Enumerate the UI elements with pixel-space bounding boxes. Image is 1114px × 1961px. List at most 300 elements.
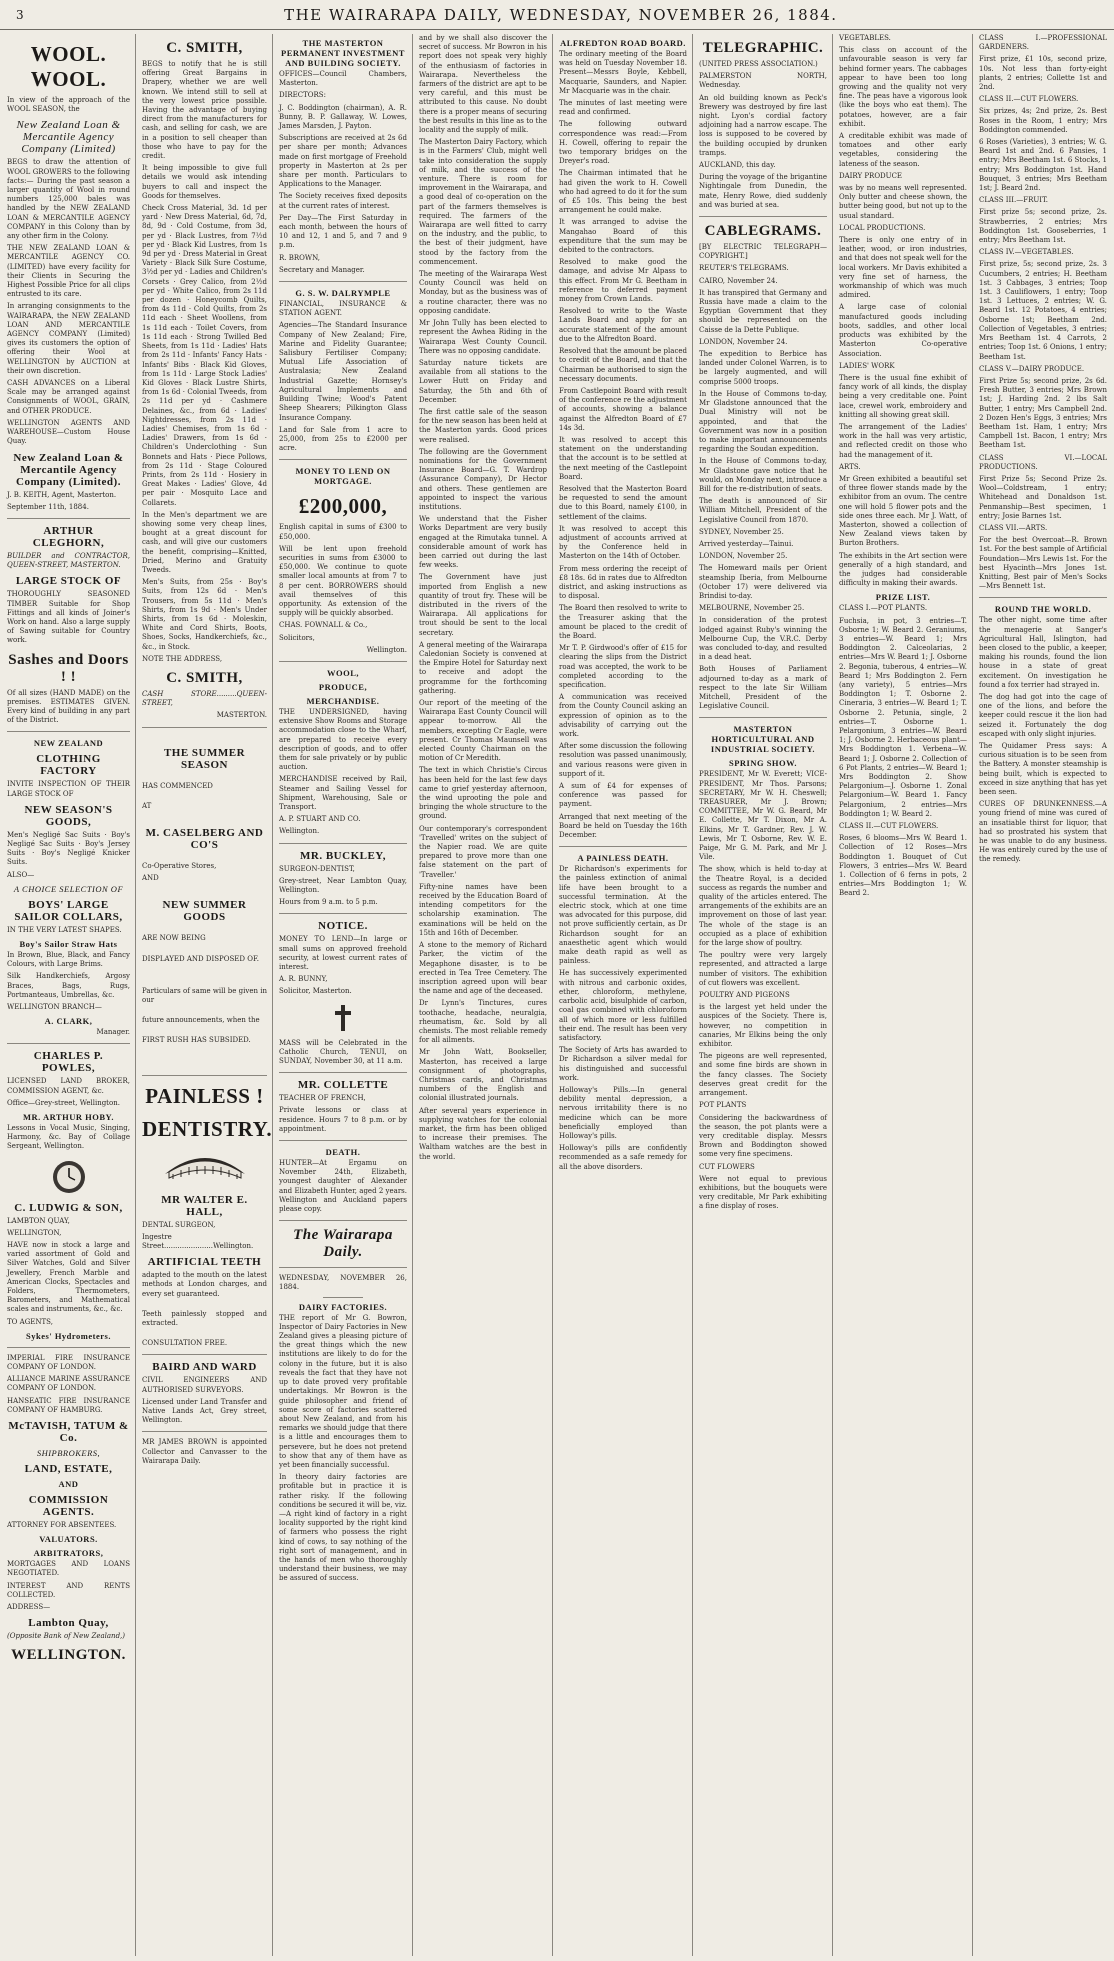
local-para: A large case of colonial manufactured goods including boots, saddles, and other local products was exhibited by the Masterton Co-operative Association. <box>839 303 967 358</box>
consultation-free: CONSULTATION FREE. <box>142 1339 228 1348</box>
divider <box>279 1140 407 1141</box>
dentures-icon <box>159 1148 251 1188</box>
column-5 <box>554 34 692 1956</box>
article-para: The text in which Christie's Circus has been held for the last few days came to grief yesterday afternoon, the wind uprooting the pole and bringing the whole structure to the ground. <box>419 766 547 821</box>
powles-address: Office—Grey-street, Wellington. <box>7 1098 120 1107</box>
class-heading: CLASS I.—PROFESSIONAL GARDENERS. <box>979 34 1107 52</box>
buckley-hours: Hours from 9 a.m. to 5 p.m. <box>279 898 378 907</box>
class1-heading: CLASS I.—POT PLANTS. <box>839 604 928 613</box>
bunny-role: Solicitor, Masterton. <box>279 987 352 996</box>
a-clark: A. CLARK, <box>44 1016 93 1027</box>
cable-para: It has transpired that Germany and Russia have made a claim to the Egyptian Government that they should be represented on the Caisse de la Dette Publique. <box>699 288 827 334</box>
poultry-para: is the largest yet held under the auspices of the Society. There is, however, no competition in canaries, Mr Elkins being the only exhibitor. <box>699 1003 827 1049</box>
local-prod-heading: LOCAL PRODUCTIONS. <box>839 223 926 232</box>
collette-text: Private lessons or class at residence. Hours 7 to 8 p.m. or by appointment. <box>279 1106 407 1133</box>
choice-label: A CHOICE SELECTION OF <box>13 883 124 894</box>
alfredton-para: Resolved that the amount be placed to credit of the Board, and that the Chairman be authorised to sign the necessary documents. <box>559 347 687 383</box>
article-para: Mr John Tully has been elected to represent the Awhea Riding in the Wairarapa West County Council. There was no opposing candidate. <box>419 319 547 355</box>
mpib-heading: THE MASTERTON PERMANENT INVESTMENT AND BUILDING SOCIETY. <box>281 38 405 68</box>
article-para: A general meeting of the Wairarapa Caledonian Society is convened at the Empire Hotel for Saturday next to receive and adopt the programme for the forthcoming gathering. <box>419 640 547 695</box>
attorney-label: ATTORNEY FOR ABSENTEES. <box>7 1521 117 1530</box>
reuters-label: REUTER'S TELEGRAMS. <box>699 264 789 273</box>
dairy-produce-heading: DAIRY PRODUCE <box>839 171 903 180</box>
art-para: Mr Green exhibited a beautiful set of three flower stands made by the exhibitor from an ovum. The centre one will hold 5 flower pots and the side ones three each. Mr J. Watt, of Masterton, showed a collection of New Zealand views taken by Burton Brothers. <box>839 474 967 548</box>
cut-flowers-heading: CUT FLOWERS <box>699 1162 755 1171</box>
painless-death-heading: A PAINLESS DEATH. <box>577 853 669 864</box>
alfredton-para: From mess ordering the receipt of £8 18s. 6d in rates due to Alfredton district, and asking instructions as to disposal. <box>559 564 687 601</box>
cable-para: Arrived yesterday—Tainui. <box>699 539 794 548</box>
wellington-label: Wellington. <box>366 645 407 654</box>
death-heading: DEATH. <box>325 1147 361 1158</box>
artificial-teeth: ARTIFICIAL TEETH <box>147 1256 262 1269</box>
divider <box>279 1072 407 1073</box>
brown-name: R. BROWN, <box>279 253 320 262</box>
dental-surgeon: DENTAL SURGEON, <box>142 1220 216 1229</box>
clock-icon <box>50 1158 88 1196</box>
article-para: The Masterton Dairy Factory, which is in the Farmers' Club, might well take into consideration the supply of milk, and the success of the venture. There is room for improvement in the Wairarapa, and a good deal of co-operation on the part of the farmers themselves is required. The farmers of the Wairarapa are well fitted to carry on the industry, and the public, to the best of their judgment, have stood by the factory from the commencement. <box>419 138 547 266</box>
divider <box>142 1354 267 1355</box>
mpib-text2: The Society receives fixed deposits at the current rates of interest. <box>279 192 407 210</box>
article-para: Dr Lynn's Tinctures, cures toothache, headache, neuralgia, rheumatism, &c. Sold by all chemists. The most reliable remedy for all ailments. <box>419 999 547 1045</box>
death-text: HUNTER—At Ergamu on November 24th, Elizabeth, youngest daughter of Alexander and Elizabeth Hunter, aged 2 years. Wellington and Auckland papers please copy. <box>279 1159 407 1214</box>
are-now-being: ARE NOW BEING <box>142 934 206 943</box>
baird-text2: Licensed under Land Transfer and Native Lands Act, Grey street, Wellington. <box>142 1397 267 1425</box>
notice-text: MONEY TO LEND—In large or small sums on approved freehold security, at lowest current rates of interest. <box>279 935 407 972</box>
csmith-heading: C. SMITH, <box>166 40 243 56</box>
article-para: We understand that the Fisher Works Department are very busily engaged at the Rimutaka tunnel. A considerable amount of work has been carried out during the last few weeks. <box>419 515 547 570</box>
wellington-branch: WELLINGTON BRANCH— <box>7 1002 102 1011</box>
column-2 <box>137 34 272 1956</box>
column-rule <box>412 34 413 1956</box>
bunny-name: A. R. BUNNY, <box>279 975 328 984</box>
has-commenced: HAS COMMENCED <box>142 781 213 790</box>
alliance-label: ALLIANCE MARINE ASSURANCE COMPANY OF LONDON. <box>7 1375 130 1393</box>
class-heading: CLASS VI.—LOCAL PRODUCTIONS. <box>979 453 1107 471</box>
dalrymple-text2: Land for Sale from 1 acre to 25,000, from 25s to £2000 per acre. <box>279 425 407 453</box>
vegetables-heading: VEGETABLES. <box>839 34 891 42</box>
at-label: AT <box>142 801 152 810</box>
mortgages: MORTGAGES AND LOANS NEGOTIATED. <box>7 1560 130 1578</box>
teeth-note: Teeth painlessly stopped and extracted. <box>142 1309 267 1328</box>
dairy-text: THE report of Mr G. Bowron, Inspector of Dairy Factories in New Zealand gives a pleasing picture of the great things which the new institutions are likely to do for the colony in the future, but it is also reveals the fact that they have not up to date proved very profitable undertakings. Mr Bowron is the guide philosopher and friend of some score of factories scattered about New Zealand, and from his remarks we should judge that there is a little and encourages them to persevere, but he does not pretend to show that any of them have as yet been financially successful. <box>279 1313 407 1469</box>
divider <box>7 1347 130 1348</box>
tele-place: AUCKLAND, this day. <box>699 161 776 170</box>
hall-name: MR WALTER E. HALL, <box>161 1193 248 1218</box>
lambton-city: WELLINGTON, <box>7 1228 62 1237</box>
article-para: Mr John Watt, Bookseller, Masterton, has received a large consignment of photographs, Christmas cards, and Christmas numbers of the English and colonial illustrated journals. <box>419 1048 547 1103</box>
mens-list: Men's Suits, from 25s · Boy's Suits, from 12s 6d · Men's Trousers, from 5s 11d · Men's Shirts, from 1s 9d · Men's Under Shirts, from 1s 6d · Moleskin, White and Cord Shirts, Boots, Shoes, Socks, Handkerchiefs, &c., &c., in Stock. <box>142 578 267 651</box>
class-heading: CLASS VII.—ARTS. <box>979 523 1048 532</box>
alfredton-para: Arranged that next meeting of the Board be held on Tuesday the 16th December. <box>559 812 687 840</box>
agents-for: TO AGENTS, <box>7 1317 53 1326</box>
wool-intro: In view of the approach of the WOOL SEASON, the <box>7 96 130 114</box>
dairy-para: was by no means well represented. Only butter and cheese shown, the butter being good, but not up to the usual standard. <box>839 184 967 220</box>
class-para: Six prizes, 4s; 2nd prize, 2s. Best Roses in the Room, 1 entry; Mrs Boddington commended. <box>979 107 1107 134</box>
new-goods: NEW SEASON'S GOODS, <box>24 803 113 828</box>
cable-place: CAIRO, November 24. <box>699 276 778 285</box>
directors-text: J. C. Boddington (chairman), A. R. Bunny, B. P. Gallaway, W. Lowes, James Marsden, J. Payton. <box>279 103 407 131</box>
alfredton-para: The Chairman intimated that he had given the work to H. Cowell who had agreed to do it for the sum of £5 10s. This being the best arrangement he could make. <box>559 169 687 215</box>
notice-heading: NOTICE. <box>318 920 368 933</box>
class-heading: CLASS IV.—VEGETABLES. <box>979 248 1074 257</box>
arbitrators: ARBITRATORS, <box>33 1548 104 1559</box>
spring-show: SPRING SHOW. <box>728 758 798 769</box>
hort-para: The show, which is held to-day at the Theatre Royal, is a decided success as regards the number and quality of the articles entered. The arrangements of the exhibits are an improvement on those of last year. The whole of the stage is an occupied as a place of exhibition for the large show of poultry. <box>699 865 827 948</box>
column-4 <box>414 34 552 1956</box>
powles-sub: LICENSED LAND BROKER, COMMISSION AGENT, &c. <box>7 1077 130 1095</box>
round-para: CURES OF DRUNKENNESS.—A young friend of mine was cured of an insatiable thirst for liquor, that had so prostrated his system that he was unable to do any business. He was entirely cured by the use of the remedy. <box>979 800 1107 864</box>
alfredton-para: The Board then resolved to write to the Treasurer asking that the amount be placed to the credit of the Board. <box>559 604 687 640</box>
wool-heading: WOOL, <box>326 667 360 678</box>
money-heading: MONEY TO LEND ON MORTGAGE. <box>295 466 391 487</box>
column-rule <box>972 34 973 1956</box>
artificial-text: adapted to the mouth on the latest methods at London charges, and every set guaranteed. <box>142 1271 267 1298</box>
column-7 <box>834 34 972 1956</box>
stock-text: THOROUGHLY SEASONED TIMBER Suitable for Shop Fittings and all kinds of Joiner's Work on hand. Also a large supply of Sawing suitable for Country work. <box>7 590 130 645</box>
class-heading: CLASS V.—DAIRY PRODUCE. <box>979 364 1085 373</box>
painless-heading: PAINLESS ! <box>145 1083 264 1108</box>
stock-heading: LARGE STOCK OF <box>15 575 122 588</box>
poultry-heading: POULTRY AND PIGEONS <box>699 991 790 1000</box>
class-para: First prize 5s; second prize, 2s. Strawberries, 2 entries; Mrs Boddington 1st. Gooseberries, 1 entry; Mrs Beetham 1st. <box>979 208 1107 245</box>
mctavish-name: McTAVISH, TATUM & Co. <box>8 1420 129 1445</box>
commission-agents: COMMISSION AGENTS. <box>28 1494 109 1519</box>
address-label: ADDRESS— <box>7 1603 51 1612</box>
stuart-name: A. P. STUART AND CO. <box>279 815 361 824</box>
also-label: ALSO— <box>7 870 35 879</box>
wellington-line: WELLINGTON AGENTS AND WAREHOUSE—Custom House Quay. <box>7 418 130 446</box>
csmith-big: C. SMITH, <box>166 670 243 686</box>
collette-name: MR. COLLETTE <box>297 1079 389 1092</box>
pot-plants-para: Considering the backwardness of the season, the pot plants were a very creditable display. Messrs Brown and Boddington showed some very fine specimens. <box>699 1113 827 1159</box>
hoby-name: MR. ARTHUR HOBY. <box>23 1112 114 1122</box>
ladies-heading: LADIES' WORK <box>839 361 895 370</box>
cable-para: The Homeward mails per Orient steamship Iberia, from Melbourne (October 17) were delivered via Brindisi to-day. <box>699 564 827 600</box>
alfredton-para: A sum of £4 for expenses of conference was passed for payment. <box>559 782 687 809</box>
alfredton-para: A communication was received from the County Council asking an expression of opinion as to the advisability of carrying out the work. <box>559 693 687 739</box>
article-para: Our report of the meeting of the Wairarapa East County Council will appear to-morrow. All the members, excepting Cr Eagle, were present. Cr Thomas Maunsell was elected County Chairman on the motion of Cr Meredith. <box>419 699 547 763</box>
clothing-factory: CLOTHING FACTORY <box>36 753 101 778</box>
alfredton-para: After some discussion the following resolution was passed unanimously, and various reasons were given in support of it. <box>559 742 687 778</box>
solicitors-label: Solicitors, <box>279 633 315 642</box>
cable-para: In the House of Commons to-day, Mr Gladstone announced that the Dual Ministry will not be appointed, and that the Government was now in a position to make important announcements regarding the Soudan expedition. <box>699 389 827 454</box>
wairarapa-daily-title: The Wairarapa Daily. <box>293 1227 393 1261</box>
divider <box>699 717 827 718</box>
opposite-bank: (Opposite Bank of New Zealand,) <box>7 1632 126 1641</box>
class-heading: CLASS II.—CUT FLOWERS. <box>979 95 1079 104</box>
wellington-big: WELLINGTON. <box>11 1647 126 1664</box>
coop-stores: Co-Operative Stores, <box>142 862 217 871</box>
produce-heading: PRODUCE, <box>318 681 368 692</box>
per-day: Per Day—The First Saturday in each month, between the hours of 10 and 12, 1 and 5, and 7 and 9 p.m. <box>279 213 407 250</box>
cross-icon <box>333 1003 353 1033</box>
cable-para: In consideration of the protest lodged against Ruby's winning the Melbourne Cup, the V.R.C. Derby was concluded to-day, and resulted in a dead heat. <box>699 616 827 662</box>
article-para: The following are the Government nominations for the Government Insurance Board—G. T. Wardrop (Assurance Company), Dr Hector and others. These gentlemen are appointed to inspect the various institutions. <box>419 447 547 511</box>
future-announcements: future announcements, when the <box>142 1016 260 1025</box>
shipbrokers: SHIPBROKERS, <box>36 1448 101 1459</box>
alfredton-para: Resolved that the Masterton Board be requested to send the amount due to this Board, namely £100, in settlement of the claims. <box>559 484 687 521</box>
csmith-dept: In the Men's department we are showing some very cheap lines, bought at a great discount for cash, and will give our customers the benefit, comprising—Knitted, Dried, Merino and Gratuity Tweeds. <box>142 510 267 574</box>
merchandise-heading: MERCHANDISE. <box>306 695 380 706</box>
dalrymple-text: Agencies—The Standard Insurance Company of New Zealand; Fire, Marine and Fidelity Guarantee; Salisbury Fertiliser Company; Mutual Life Association of Australasia; New Zealand Industrial Gazette; Hornsey's Agricultural Implements and Building Twine; Wood's Patent Sheep Shearers; Pilkington Glass Insurance Company. <box>279 321 407 422</box>
class-para: First prize, 5s; second prize, 2s. 3 Cucumbers, 2 entries; H. Beetham 1st. 3 Cabbages, 3 entries; Toop 1st. 3 Cauliflowers, 1 entry; Toop 1st. 3 Lettuces, 2 entries; W. G. Beard 1st. 12 Potatoes, 4 entries; Osborne 1st; Beetham 2nd. Collection of Vegetables, 3 entries; Mrs Beetham 1st. 4 Carrots, 2 entries; Toop 1st. 6 Onions, 1 entry; Beetham 1st. <box>979 260 1107 361</box>
tele-para: An old building known as Peck's Brewery was destroyed by fire last night. Lyon's cordial factory adjoining had a narrow escape. The loss is supposed to be covered by the building occupied by drunken tramps. <box>699 93 827 157</box>
hort-para: The poultry were very largely represented, and attracted a large number of visitors. The exhibition of cut flowers was excellent. <box>699 951 827 987</box>
article-para: The first cattle sale of the season for the new season has been held at the Masterton yards. Good prices were realised. <box>419 407 547 444</box>
money-text: Will be lent upon freehold securities in sums from £3000 to £50,000. We continue to quote smaller local amounts at from 7 to 8 per cent. BORROWERS should avail themselves of this opportunity. As extension of the supply will be quickly absorbed. <box>279 544 407 618</box>
sashes-heading: Sashes and Doors ! ! <box>8 651 129 685</box>
divider <box>7 1043 130 1044</box>
date-line: September 11th, 1884. <box>7 502 89 511</box>
hoby-text: Lessons in Vocal Music, Singing, Harmony, &c. Bay of Collage Sergeant, Wellington. <box>7 1124 130 1151</box>
invite-text: INVITE INSPECTION OF THEIR LARGE STOCK OF <box>7 780 130 798</box>
article-para: Fifty-nine names have been received by the Education Board of intending competitors for the scholarship examination. The examinations will be held on the 15th and 16th of December. <box>419 882 547 937</box>
column-rule <box>832 34 833 1956</box>
hanseatic-label: HANSEATIC FIRE INSURANCE COMPANY OF HAMBURG. <box>7 1396 130 1414</box>
article-para: Saturday nature tickets are available from all stations to the Lower Hutt on Friday and Saturday, the 5th and 6th of December. <box>419 358 547 404</box>
cross-emblem <box>279 1003 407 1033</box>
article-para: and by we shall also discover the secret of success. Mr Bowron in his report does not speak very highly of the enthusiasm of factories in Wairarapa. Nevertheless the farmers of the district are apt to be very careful, and this must be attributed to this cause. No doubt there is a proper means of securing the best results in this line as to the locality and the supply of milk. <box>419 34 547 135</box>
alfredton-para: From Castlepoint Board with result of the conference re the adjustment of accounts, showing a balance against the Alfredton Board of £7 14s 3d. <box>559 386 687 432</box>
new-summer-goods: NEW SUMMER GOODS <box>162 899 247 924</box>
interest: INTEREST AND RENTS COLLECTED. <box>7 1581 130 1599</box>
veg-para: A creditable exhibit was made of tomatoes and other early vegetables, considering the lateness of the season. <box>839 132 967 168</box>
nzla-text3: In arranging consignments to the WAIRARAPA, the NEW ZEALAND LOAN AND MERCANTILE AGENCY COMPANY (Limited) gives its customers the option of offering their Wool at WELLINGTON by AUCTION at their own discretion. <box>7 302 130 375</box>
wool-text2: MERCHANDISE received by Rail, Steamer and Sailing Vessel for Shipment, Warehousing, Sale or Transport. <box>279 775 407 811</box>
art-heading: ARTS. <box>839 462 861 471</box>
prizes-para: Fuchsia, in pot, 3 entries—T. Osborne 1; W. Beard 2. Geraniums, 3 entries—W. Beard 1; Mrs Boddington 2. Calceolarias, 2 entries—Mrs W. Beard 1; J. Osborne 2. Begonia, tuberous, 4 entries—W. Beard 1; Mrs Boddington 2. Fern (any variety), 5 entries—Mrs Boddington 1; T. Osborne 2. Cineraria, 3 entries—W. Beard 1; T. Osborne 2. Petunia, single, 2 entries—T. Osborne 1. Pelargonium, 3 entries—W. Beard 1; J. Osborne 2. Herbaceous plant—Mrs Boddington 1. Verbena—W. Beard 1; J. Osborne 2. Collection of 6 Pot Plants, 2 entries—W. Beard 1; Mrs Boddington 2. Show Pelargonium—J. Osborne 1. Zonal Pelargonium—W. Beard 1. Fancy Pelargonium, 2 entries—Mrs Boddington 1; W. Beard 2. <box>839 616 967 818</box>
round-world-heading: ROUND THE WORLD. <box>994 604 1092 615</box>
art-para: The exhibits in the Art section were generally of a high standard, and the judges had considerable difficulty in making their awards. <box>839 551 967 588</box>
cable-place: LONDON, November 24. <box>699 337 788 346</box>
divider <box>559 846 687 847</box>
divider <box>279 459 407 460</box>
latest-shapes: IN THE VERY LATEST SHAPES. <box>7 925 122 934</box>
class-para: First prize, £1 10s, second prize, 10s. Not less than forty-eight plants, 2 entries; Collette 1st and 2nd. <box>979 55 1107 92</box>
collette-sub: TEACHER OF FRENCH, <box>279 1094 366 1103</box>
cleghorn-sub: BUILDER and CONTRACTOR, QUEEN-STREET, MASTERTON. <box>7 551 130 570</box>
divider <box>279 1267 407 1268</box>
price-list: Check Cross Material, 3d. 1d per yard · New Dress Material, 6d, 7d, 8d, 9d · Cold Costume, from 3d, per yd · Black Lustres, from 7½d per yd · Black Kid Lustres, from 1s 9d per yd · Dress Material in Great Variety · Black Silk Sure Costume, 3½d per yd · Ladies and Children's Corsets · Grey Calico, from 2½d per yd · White Calico, from 2s 11d per dozen · Honeycomb Quilts, from 4s 11d · Cold Quilts, from 2s 11d each · Sheet Woollens, from 1s 11d each · Toilet Covers, from 1s 11d each · Strong Twilled Bed Sheets, from 1s 11d · Ladies' Hats from 2s 11d · Infants' Fancy Hats · Infants' Bibs · Black Kid Gloves, from 1s 11d · Large Stock Ladies' Kid Gloves · Black Lustre Shirts, from 1s 6d · Colonial Tweeds, from 2s 11d per yd · Cashmere Delaines, &c., from 6d · Ladies' Nightdresses, from 2s 11d · Ladies' Chemises, from 1s 6d · Ladies' Drawers, from 1s 6d · Children's Underclothing · Sun Bonnets and Hats · Piece Pollows, from 2s 11d · Stage Coloured Prints, from 2s 11d · Hosiery in Great Makes · Ladies' Glove, 4d per pair · Mosquito Lace and Collarets. <box>142 204 267 507</box>
summer-season: THE SUMMER SEASON <box>163 746 246 771</box>
baird-ward: BAIRD AND WARD <box>152 1361 257 1374</box>
money-sub: English capital in sums of £300 to £50,000. <box>279 523 407 541</box>
fownall-name: CHAS. FOWNALL & Co., <box>279 621 368 630</box>
divider <box>279 1220 407 1221</box>
secretary-role: Secretary and Manager. <box>279 265 365 274</box>
divider <box>142 1075 267 1076</box>
directors-label: DIRECTORS: <box>279 91 326 100</box>
divider <box>699 216 827 217</box>
dalrymple-sub: FINANCIAL, INSURANCE & STATION AGENT. <box>279 300 407 318</box>
divider <box>142 727 267 728</box>
ludwig-text: HAVE now in stock a large and varied assortment of Gold and Silver Watches, Gold and Silver Jewellery, French Marble and American Clocks, Spectacles and Folders, Thermometers, Barometers, and Mathematical scales and instruments, &c., &c. <box>7 1241 130 1314</box>
ladies-para: The arrangement of the Ladies' work in the hall was very artistic, and reflected credit on those who had the management of it. <box>839 422 967 459</box>
wool-text: THE UNDERSIGNED, having extensive Show Rooms and Storage accommodation close to the Wharf, are prepared to receive every description of goods, and to offer them for sale privately or by public auction. <box>279 707 407 772</box>
divider <box>279 913 407 914</box>
nz-heading: NEW ZEALAND <box>33 738 104 749</box>
cable-sub: [BY ELECTRIC TELEGRAPH—COPYRIGHT.] <box>699 243 827 261</box>
article-para: After several years experience in supplying watches for the colonial market, the firm has been obliged to increase their premises. The Waltham watches are the best in the world. <box>419 1106 547 1161</box>
prizes-para: Roses, 6 blooms—Mrs W. Beard 1. Collection of 12 Roses—Mrs Boddington 1. Bouquet of Cut Flowers, 3 entries—Mrs W. Beard 1. Collection of 6 ferns in pots, 2 entries—Mrs Boddington 1; W. Beard 2. <box>839 834 967 898</box>
cable-para: Both Houses of Parliament adjourned to-day as a mark of respect to the late Sir William Mitchell, President of the Legislative Council. <box>699 665 827 711</box>
divider <box>279 661 407 662</box>
divider <box>142 1431 267 1432</box>
baird-text: CIVIL ENGINEERS AND AUTHORISED SURVEYORS. <box>142 1376 267 1394</box>
alfredton-para: Mr T. P. Girdwood's offer of £15 for clearing the slips from the District road was accepted, the work to be completed according to the specification. <box>559 644 687 689</box>
telegraphic-heading: TELEGRAPHIC. <box>702 40 824 56</box>
ludwig-name: C. LUDWIG & SON, <box>14 1201 123 1214</box>
stuart-address: Wellington. <box>279 827 320 836</box>
straw-hats: Boy's Sailor Straw Hats <box>19 938 118 949</box>
buckley-address: Grey-street, Near Lambton Quay, Wellington. <box>279 876 407 894</box>
buckley-name: MR. BUCKLEY, <box>300 849 386 862</box>
divider <box>7 731 130 732</box>
dentures-engraving <box>142 1148 267 1188</box>
powles-name: CHARLES P. POWLES, <box>33 1050 104 1075</box>
painless-para: The Society of Arts has awarded to Dr Richardson a silver medal for his distinguished and successful work. <box>559 1046 687 1082</box>
boys-sailor-collars: BOYS' LARGE SAILOR COLLARS, <box>14 898 123 923</box>
column-rule <box>552 34 553 1956</box>
divider <box>279 843 407 844</box>
column-rule <box>692 34 693 1956</box>
editorial-date: WEDNESDAY, NOVEMBER 26, 1884. <box>279 1274 407 1292</box>
tele-place: PALMERSTON NORTH, Wednesday. <box>699 72 827 90</box>
column-8 <box>974 34 1112 1956</box>
class-heading: CLASS III.—FRUIT. <box>979 196 1048 205</box>
local-para: There is only one entry of in leather, wood, or iron industries, and that does not speak well for the local workers. Mr Davis exhibited a very fine set of harness, the workmanship of which was much admired. <box>839 236 967 300</box>
and-word: AND <box>58 1479 79 1490</box>
valuators: VALUATORS. <box>39 1534 98 1545</box>
straw-text: In Brown, Blue, Black, and Fancy Colours, with Large Brims. <box>7 950 130 969</box>
class2-heading: CLASS II.—CUT FLOWERS. <box>839 822 939 831</box>
column-6 <box>694 34 832 1956</box>
ladies-para: There is the usual fine exhibit of fancy work of all kinds, the display being a very creditable one. Point lace, crewel work, embroidery and knitting all showing great skill. <box>839 373 967 419</box>
cable-place: MELBOURNE, November 25. <box>699 604 805 613</box>
hort-officers: PRESIDENT, Mr W. Everett; VICE-PRESIDENT, Mr Thos. Parsons; SECRETARY, Mr W. H. Cheswell; TREASURER, Mr J. Brown; COMMITTEE, Mr W. G. Beard, Mr E. Collette, Mr T. Dixon, Mr A. Elkins, Mr T. Gardner, Rev. J. W. Lewis, Mr T. Osborne, Rev. W. E. Paige, Mr G. M. Park, and Mr J. Vile. <box>699 770 827 862</box>
nzla-name: New Zealand Loan & Mercantile Agency Company (Limited) <box>16 119 121 156</box>
silk-text: Silk Handkerchiefs, Argosy Braces, Bags, Rugs, Portmanteaus, Umbrellas, &c. <box>7 972 130 999</box>
land-estate: LAND, ESTATE, <box>24 1463 113 1476</box>
divider <box>279 281 407 282</box>
note-address: NOTE THE ADDRESS, <box>142 654 223 663</box>
cablegrams-heading: CABLEGRAMS. <box>704 223 822 240</box>
cash-store: CASH STORE.........QUEEN-STREET, <box>142 690 267 708</box>
article-para: A stone to the memory of Richard Parker, the victim of the Megaphone disaster, is to be erected in Tea Tree Cemetery. The inscription agreed upon will bear the name and age of the deceased. <box>419 941 547 996</box>
alfredton-para: It was resolved to accept this adjustment of accounts arrived at by the Conference held in Masterton on the 14th of October. <box>559 524 687 561</box>
column-rule <box>135 34 136 1956</box>
dentistry-heading: DENTISTRY. <box>142 1116 272 1141</box>
divider <box>979 597 1107 598</box>
csmith-text2: It being impossible to give full details we would ask intending buyers to call and inspect the Goods for themselves. <box>142 164 267 200</box>
article-para: The meeting of the Wairarapa West County Council was held on Monday, but as the business was of a routine character, there was no opposing candidate. <box>419 270 547 315</box>
alfredton-para: The following outward correspondence was read:—From H. Cowell, offering to repair the two temporary bridges on the Dreyer's road. <box>559 120 687 166</box>
masterton-label: MASTERTON. <box>216 711 267 720</box>
cable-para: The expedition to Berbice has landed under Colonel Warren, is to be largely augmented, and will comprise 5000 troops. <box>699 350 827 386</box>
column-rule <box>272 34 273 1956</box>
cable-place: SYDNEY, November 25. <box>699 527 784 536</box>
and-label: AND <box>142 874 159 883</box>
round-para: The Quidamer Press says: A curious situation is to be seen from the Battery. A monster steamship is being built, which is expected to exceed in size anything that has yet been seen. <box>979 742 1107 797</box>
goods-list: Men's Negligé Sac Suits · Boy's Negligé Sac Suits · Boy's Jersey Suits · Boy's Negligé Knicker Suits. <box>7 830 130 867</box>
alfredton-para: Resolved to make good the damage, and advise Mr Alpass to this effect. From Mr G. Beetham in reference to deferred payment money from Crown Lands. <box>559 258 687 304</box>
dairy-text2: In theory dairy factories are profitable but in practice it is rather risky. If the following conditions be secured it will be, viz.—A right kind of factory in a right locality supported by the right kind of farmers who possess the right kind of cows, to say nothing of the right sort of management, and in the hands of men who thoroughly understand their business, we may be assured of success. <box>279 1473 407 1583</box>
class-para: 6 Roses (Varieties), 3 entries; W. G. Beard 1st and 2nd. 6 Pansies, 1 entry; Mrs Beetham 1st. 6 Stocks, 1 entry; Mrs Boddington 1st. Hand Bouquet, 3 entries; Mrs Beetham 1st; J. Beard 2nd. <box>979 138 1107 193</box>
divider <box>7 518 130 519</box>
telegraphic-sub: (UNITED PRESS ASSOCIATION.) <box>699 60 818 68</box>
csmith-text: BEGS to notify that he is still offering Great Bargains in Drapery, whether we are well known. We intend still to sell at the very lowest price possible. Having the advantage of buying direct from the manufacturers for cash, and selling for cash, we are in a position to sell cheaper than those who have to pay for the credit. <box>142 60 267 161</box>
article-para: The Government have just imported from English a new quantity of trout fry. These will be distributed in the rivers of the Wairarapa. All applications for trout should be sent to the local secretary. <box>419 573 547 637</box>
round-para: The dog had got into the cage of one of the lions, and before the keeper could rescue it the lion had seized it. Fortunately the dog escaped with only slight injuries. <box>979 693 1107 738</box>
cash-advances: CASH ADVANCES on a Liberal Scale may be arranged against Consignments of WOOL, GRAIN, and OTHER PRODUCE. <box>7 379 130 415</box>
pot-plants-heading: POT PLANTS <box>699 1101 747 1110</box>
alfredton-heading: ALFREDTON ROAD BOARD. <box>560 38 686 48</box>
horticultural-heading: MASTERTON HORTICULTURAL AND INDUSTRIAL SOCIETY. <box>710 724 816 755</box>
veg-para: This class on account of the unfavourable season is very far behind former years. The cabbages appear to have been too long growing and the quality not very fine. The peas have a vigorous look (like the boys who eat them). The potatoes, however, are a fair exhibit. <box>839 46 967 128</box>
dalrymple-name: G. S. W. DALRYMPLE <box>295 288 391 299</box>
column-3 <box>274 34 412 1956</box>
alfredton-para: The minutes of last meeting were read and confirmed. <box>559 99 687 117</box>
class-para: For the best Overcoat—R. Brown 1st. For the best sample of Artificial Foundation—Mrs Lewis 1st. For the best Hyacinth—Mrs Jones 1st. Knitting, Best pair of Men's Socks—Mrs Bennett 1st. <box>979 536 1107 591</box>
manager-line: J. B. KEITH, Agent, Masterton. <box>7 490 117 499</box>
poultry-para: The pigeons are well represented, and some fine birds are shown in the fancy classes. The Society deserves great credit for the arrangement. <box>699 1052 827 1098</box>
class-para: First Prize 5s; Second Prize 2s. Wool—Coldstream, 1 entry; Whitehead and Donaldson 1st. Penmanship—Best specimen, 1 entry; Josie Barnes 1st. <box>979 474 1107 520</box>
cleghorn-name: ARTHUR CLEGHORN, <box>32 524 105 549</box>
class-para: First Prize 5s; second prize, 2s 6d. Fresh Butter, 3 entries; Mrs Brown 1st; J. Harding 2nd. 2 lbs Salt Butter, 1 entry; Mrs Campbell 2nd. 2 Dozen Hen's Eggs, 3 entries; Mrs Beetham 1st. Ham, 1 entry; Mrs Campbell 1st. Bacon, 1 entry; Mrs Beetham 1st. <box>979 376 1107 450</box>
painless-para: Dr Richardson's experiments for the painless extinction of animal life have been brought to a successful termination. At the electric stock, which at one time was advocated for this purpose, did not prove sufficiently certain, as Dr Richardson sought for an anaesthetic agent which would make death rapid as well as painless. <box>559 865 687 966</box>
round-para: The other night, some time after the menagerie at Sanger's Agricultural Hall, Islington, had been closed to the public, a keeper, making his rounds, found the lion house in a state of great excitement. On investigation he found a fox terrier had strayed in. <box>979 616 1107 689</box>
article-para: Our contemporary's correspondent 'Travelled' writes on the subject of the Napier road. We are quite prepared to prove more than one false statement on the part of 'Traveller.' <box>419 824 547 879</box>
tele-para: During the voyage of the brigantine Nightingale from Dunedin, the mate, Henry Rowe, died suddenly and was buried at sea. <box>699 173 827 209</box>
alfredton-para: It was resolved to accept this statement on the understanding that the account is to be settled at the next meeting of the Castlepoint Board. <box>559 435 687 481</box>
prize-list-heading: PRIZE LIST. <box>875 592 931 603</box>
cut-flowers-para: Were not equal to previous exhibitions, but the bouquets were very creditable, Mr Park exhibiting a fine display of roses. <box>699 1174 827 1211</box>
wool-heading: WOOL. WOOL. <box>30 42 107 91</box>
column-1 <box>2 34 135 1956</box>
mpib-text: Subscriptions are received at 2s 6d per share per month; Advances made on first mortgage of Freehold property in Masterton at 2s per share per month. Particulars to Applications to the Manager. <box>279 134 407 189</box>
page-number: 3 <box>16 7 24 22</box>
cable-place: LONDON, November 25. <box>699 552 788 561</box>
cable-para: The death is announced of Sir William Mitchell, President of the Legislative Council from 1870. <box>699 497 827 524</box>
newspaper-title: THE WAIRARAPA DAILY, WEDNESDAY, NOVEMBER 26, 1884. <box>284 5 838 24</box>
mass-text: MASS will be Celebrated in the Catholic Church, TENUI, on SUNDAY, November 30, at 11 a.m. <box>279 1038 407 1066</box>
nzla-block: New Zealand Loan & Mercantile Agency Company (Limited). <box>13 451 124 488</box>
holloway-para: Holloway's pills are confidently recommended as a safe remedy for all the above disorders. <box>559 1144 687 1171</box>
nzla-text2: THE NEW ZEALAND LOAN & MERCANTILE AGENCY CO. (LIMITED) have every facility for their Clients in Securing the Highest Possible Price for all clips entrusted to its care. <box>7 244 130 299</box>
painless-para: He has successively experimented with nitrous and carbonic oxides, ether, chloroform, methylene, carbolic acid, bisulphide of carbon, coal gas combined with chloroform all of which more or less fulfilled their end. The result has been very satisfactory. <box>559 969 687 1042</box>
imperial-label: IMPERIAL FIRE INSURANCE COMPANY OF LONDON. <box>7 1353 130 1372</box>
nzla-text: BEGS to draw the attention of WOOL GROWERS to the following facts:— During the past season a larger quantity of Wool in round numbers 125,000 bales was handled by the NEW ZEALAND LOAN & MERCANTILE AGENCY COMPANY in this Colony than by any other firm in the Colony. <box>7 158 130 241</box>
alfredton-para: Resolved to write to the Waste Lands Board and apply for an accurate statement of the amount due to the Alfredton Board. <box>559 307 687 343</box>
caselberg-name: M. CASELBERG AND CO'S <box>145 827 264 852</box>
divider <box>323 1297 363 1298</box>
money-amount: £200,000, <box>298 494 388 519</box>
cable-para: In the House of Commons to-day, Mr Gladstone gave notice that he would, on Monday next, introduce a Bill for the re-distribution of seats. <box>699 457 827 493</box>
lambton-quay: LAMBTON QUAY, <box>7 1216 70 1225</box>
masthead <box>0 0 1114 30</box>
first-rush: FIRST RUSH HAS SUBSIDED. <box>142 1036 251 1045</box>
surgeon-dentist: SURGEON-DENTIST, <box>279 864 355 873</box>
alfredton-para: The ordinary meeting of the Board was held on Tuesday November 18. Present—Messrs Boyle, Kebbell, Macquarie, Saunders, and Napier. Mr Macquarie was in the chair. <box>559 50 687 95</box>
sashes-text: Of all sizes (HAND MADE) on the premises. ESTIMATES GIVEN. Every kind of building in any part of the District. <box>7 688 130 725</box>
displayed: DISPLAYED AND DISPOSED OF. <box>142 954 259 963</box>
clark-role: Manager. <box>96 1028 130 1037</box>
mpib-office: OFFICES—Council Chambers, Masterton. <box>279 70 407 88</box>
james-brown: MR JAMES BROWN is appointed Collector and Canvasser to the Wairarapa Daily. <box>142 1438 267 1465</box>
dairy-heading: DAIRY FACTORIES. <box>298 1301 388 1312</box>
sykes-label: Sykes' Hydrometers. <box>26 1330 111 1341</box>
holloway-para: Holloway's Pills.—In general debility mental depression, a nervous irritability there is no medicine which can be more beneficially employed than Holloway's pills. <box>559 1085 687 1140</box>
